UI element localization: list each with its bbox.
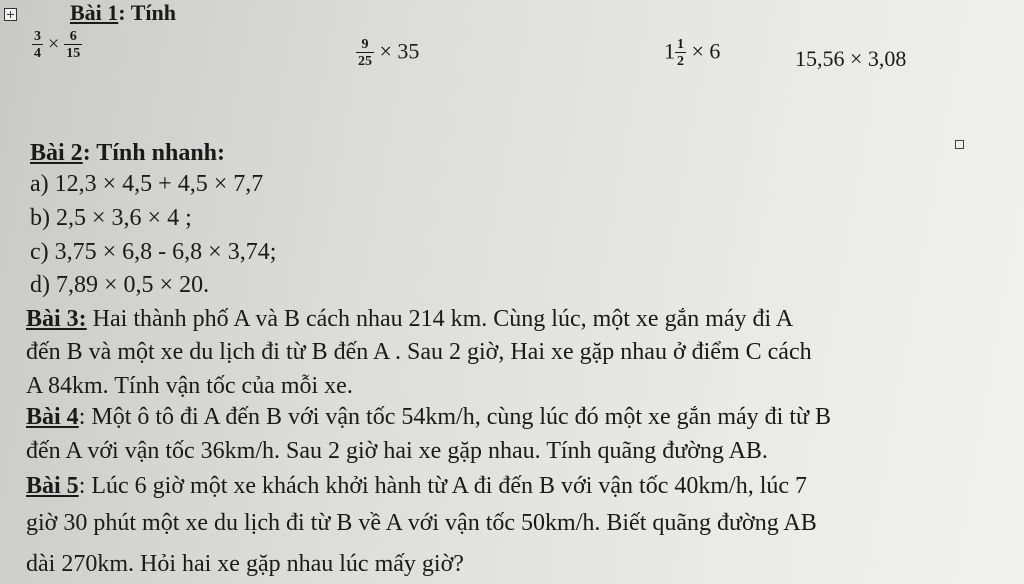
bai1-expr3: 1 $\frac{1}{2}$ × 6 xyxy=(664,37,721,69)
fraction-1-2: $\frac{1}{2}$ xyxy=(677,37,684,69)
bai5-line-2: giờ 30 phút một xe du lịch đi từ B về A với vận tốc 50km/h. Biết quãng đường AB xyxy=(26,510,817,536)
bai5-label: Bài 5 xyxy=(26,473,79,499)
bai1-label: Bài 1 xyxy=(70,0,119,25)
bai1-title: : Tính xyxy=(118,0,176,25)
bai2-label: Bài 2 xyxy=(30,140,83,166)
bai3-line-3: A 84km. Tính vận tốc của mỗi xe. xyxy=(26,373,353,399)
bai1-expr2: $\frac{9}{25}$ × 35 xyxy=(358,37,420,69)
bai5-line-3: dài 270km. Hỏi hai xe gặp nhau lúc mấy giờ? xyxy=(26,551,464,577)
bai2-heading xyxy=(30,140,225,167)
fraction-3-4: $\frac{3}{4}$ xyxy=(34,29,41,61)
fraction-9-25: $\frac{9}{25}$ xyxy=(358,37,372,69)
bai2-item-c: c) 3,75 × 6,8 - 6,8 × 3,74; xyxy=(30,239,277,265)
table-resize-handle-icon[interactable] xyxy=(955,140,964,149)
bai4-label: Bài 4 xyxy=(26,404,79,430)
fraction-6-15: $\frac{6}{15}$ xyxy=(66,29,81,61)
bai3-line-2: đến B và một xe du lịch đi từ B đến A . Sau 2 giờ, Hai xe gặp nhau ở điểm C cách xyxy=(26,339,812,365)
bai1-heading xyxy=(70,0,176,26)
bai5-line-1: Bài 5: Lúc 6 giờ một xe khách khởi hành từ A đi đến B với vận tốc 40km/h, lúc 7 xyxy=(26,473,808,499)
times-sign: × xyxy=(48,33,60,56)
bai1-expr1 xyxy=(32,30,82,61)
bai3-label: Bài 3: xyxy=(26,306,87,332)
table-move-handle-icon[interactable]: + xyxy=(5,8,16,21)
bai2-item-b: b) 2,5 × 3,6 × 4 ; xyxy=(30,205,192,231)
bai1-expr4: 15,56 × 3,08 xyxy=(795,46,907,71)
bai3-line-1: Bài 3: Hai thành phố A và B cách nhau 214 km. Cùng lúc, một xe gắn máy đi A xyxy=(26,306,794,332)
bai4-line-2: đến A với vận tốc 36km/h. Sau 2 giờ hai xe gặp nhau. Tính quãng đường AB. xyxy=(26,438,768,464)
bai2-title: : Tính nhanh: xyxy=(82,140,225,166)
bai2-item-a: a) 12,3 × 4,5 + 4,5 × 7,7 xyxy=(30,171,264,197)
bai4-line-1: Bài 4: Một ô tô đi A đến B với vận tốc 54km/h, cùng lúc đó một xe gắn máy đi từ B xyxy=(26,404,831,430)
bai2-item-d: d) 7,89 × 0,5 × 20. xyxy=(30,272,210,298)
